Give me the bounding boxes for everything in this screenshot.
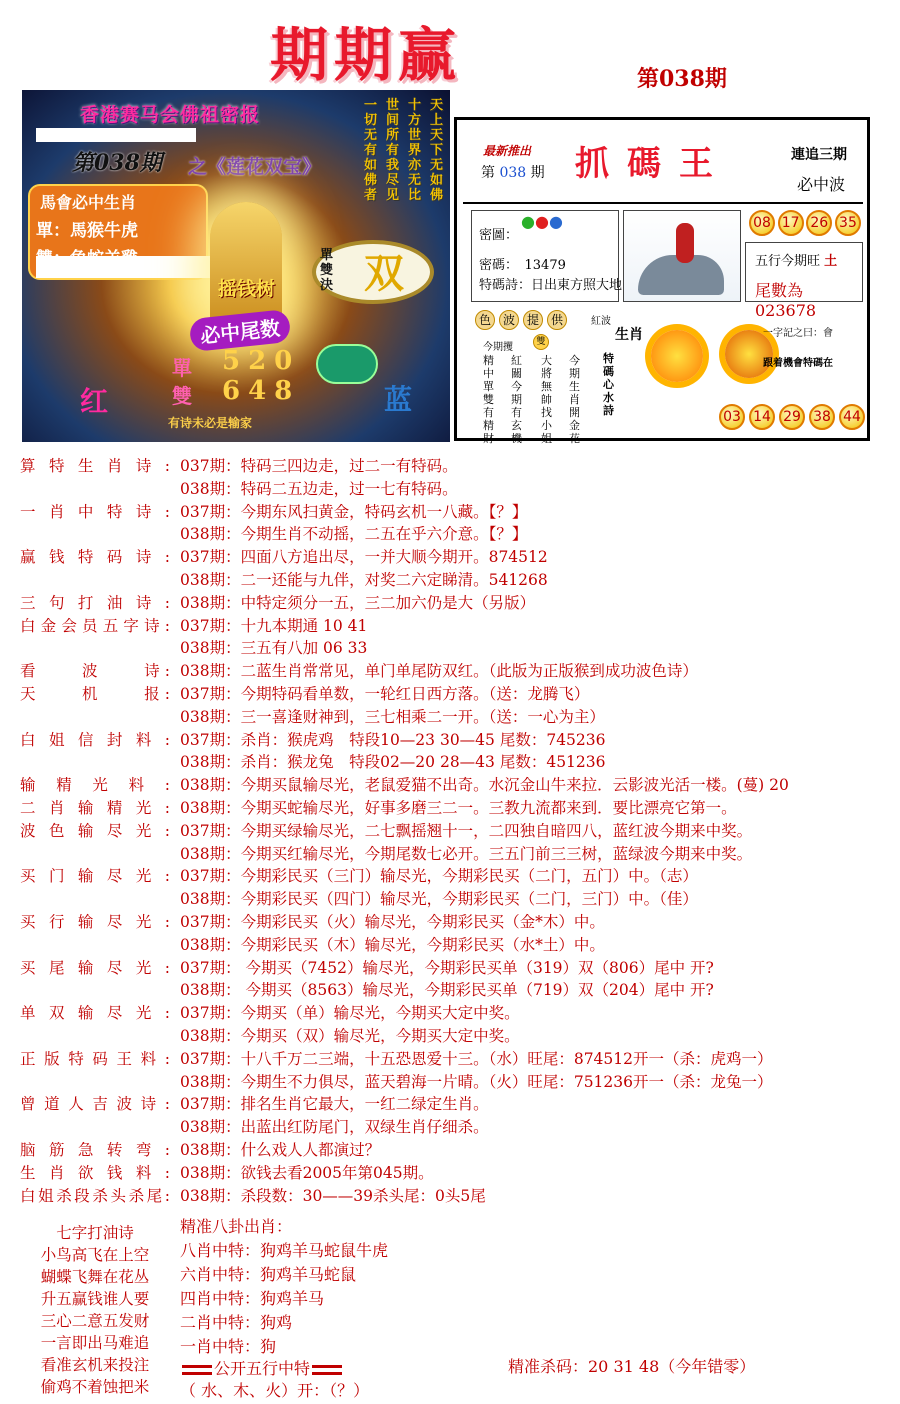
- poem-col-3: 大將無帥找小姐: [541, 354, 552, 445]
- dan-label: 單: [172, 356, 192, 380]
- row-text: 038期：今期买（双）输尽光，今期买大定中奖。: [180, 1027, 520, 1045]
- row-label: 正版特码王料:: [20, 1049, 170, 1068]
- buddha-picture: [22, 90, 450, 442]
- verse-col-4: 一切无有如佛者: [364, 98, 378, 203]
- top-balls: [749, 210, 861, 236]
- wuxing-open-title: 公开五行中特: [180, 1358, 344, 1380]
- number-ball: 29: [779, 404, 805, 430]
- zodiac-box-dan: 單：馬猴牛虎: [36, 221, 138, 241]
- poem-line: 偷鸡不着蚀把米: [40, 1378, 150, 1396]
- row-text: 037期：今期彩民买（火）输尽光，今期彩民买（金*木）中。: [180, 913, 605, 931]
- row-text: 038期：今期买红输尽光，今期尾数七必开。三五门前三三树，蓝绿波今期来中奖。: [180, 844, 753, 863]
- poem-line: 三心二意五发财: [40, 1312, 150, 1330]
- row-label: 生肖欲钱料:: [20, 1163, 170, 1182]
- number-ball: 26: [806, 210, 832, 236]
- picture-header: 香港赛马会佛祖密报: [80, 104, 261, 126]
- streak-label: 連追三期: [791, 147, 847, 163]
- money-tree-label: 摇钱树: [218, 278, 276, 300]
- red-label: 红: [80, 385, 109, 418]
- row-label: 买行输尽光:: [20, 913, 170, 931]
- white-bar: [36, 128, 196, 142]
- row-text: 038期：出蓝出红防尾门，双绿生肖仔细杀。: [180, 1118, 489, 1137]
- row-label: 波色输尽光:: [20, 821, 170, 840]
- row-text: 037期：特码三四边走，过二一有特码。: [180, 457, 458, 475]
- verse-col-2: 十方世界亦无比: [408, 98, 422, 203]
- row-label: 看 波 诗:: [20, 662, 170, 681]
- verse-col-3: 世间所有我尽见: [386, 98, 400, 203]
- row-label: 单双输尽光:: [20, 1004, 170, 1023]
- poem-line: 一言即出马难追: [40, 1334, 150, 1352]
- seal-icon: [316, 344, 378, 384]
- row-label: 算特生肖诗:: [20, 457, 170, 475]
- row-text: 038期：今期生肖不动摇，二五在乎六介意。【？】: [180, 525, 528, 544]
- rbox-title: 抓碼王: [575, 144, 731, 184]
- bagua-line: 六肖中特：狗鸡羊马蛇鼠: [180, 1265, 357, 1284]
- wuxing-line: 五行今期旺 土: [755, 254, 838, 269]
- blue-label: 蓝: [384, 383, 413, 416]
- row-text: 037期：十八千万二三端，十五恐恩爱十三。（水）旺尾：874512开一（杀：虎鸡一）: [180, 1049, 773, 1068]
- lotus-label: 必中尾数: [189, 309, 292, 352]
- number-ball: 38: [809, 404, 835, 430]
- row-text: 038期：今期买鼠输尽光，老鼠爱猫不出奇。水沉金山牛来拉．云影波光活一楼。(蔓) 20: [180, 776, 789, 795]
- zodiac-label: 生肖: [615, 327, 643, 343]
- row-text: 038期：今期生不力俱尽，蓝天碧海一片晴。（火）旺尾：751236开一（杀：龙兔一）: [180, 1072, 773, 1091]
- wuxing-open-line: （ 水、木、火）开：（？）: [180, 1381, 370, 1400]
- row-label: 二肖输精光:: [20, 799, 170, 817]
- row-text: 037期：今期买绿输尽光，二七飘摇翘十一，二四独自暗四八，蓝红波今期来中奖。: [180, 821, 753, 840]
- follow-chance-label: 跟着機會特碼在: [763, 358, 833, 369]
- warrior-shape: [676, 223, 694, 263]
- tema-poem: 特碼詩：日出東方照大地: [479, 278, 623, 293]
- row-text: 037期：今期买（单）输尽光，今期买大定中奖。: [180, 1004, 520, 1023]
- row-label: 一肖中特诗:: [20, 502, 170, 521]
- issue-number: 第038期: [637, 66, 727, 92]
- number-ball: 44: [839, 404, 865, 430]
- row-text: 038期：杀段数：30——39杀头尾：0头5尾: [180, 1186, 486, 1205]
- number-ball: 14: [749, 404, 775, 430]
- color-wave-row: [475, 310, 567, 330]
- row-text: 037期：今期特码看单数，一轮红日西方落。（送：龙腾飞）: [180, 685, 590, 703]
- row-label: 天 机 报:: [20, 685, 170, 703]
- dots-icon: ●●●: [521, 212, 563, 231]
- bagua-line: 八肖中特：狗鸡羊马蛇鼠牛虎: [180, 1241, 389, 1260]
- sebo-char: 色: [475, 310, 495, 330]
- zodiac-box-title: 馬會必中生肖: [40, 193, 137, 212]
- row-text: 038期：中特定须分一五，三二加六仍是大（另版）: [180, 593, 536, 612]
- must-wave-label: 必中波: [797, 175, 846, 194]
- sun-icon: [651, 330, 703, 382]
- row-text: 037期：杀肖：猴虎鸡 特段10—23 30—45 尾数：745236: [180, 730, 606, 749]
- row-text: 037期：四面八方追出尽，一并大顺今期开。874512: [180, 548, 548, 567]
- row-text: 038期：什么戏人人都演过？: [180, 1141, 381, 1159]
- mima-label: 密碼： 13479: [479, 258, 566, 273]
- warrior-picture: [623, 210, 741, 302]
- row-label: 输精光料:: [20, 776, 170, 795]
- row-text: 038期：欲钱去看2005年第045期。: [180, 1163, 434, 1182]
- number-ball: 03: [719, 404, 745, 430]
- row-text: 037期：今期东风扫黄金，特码玄机一八藏。【？】: [180, 502, 528, 521]
- shuang-label: 雙: [172, 384, 192, 408]
- poem-line: 七字打油诗: [56, 1224, 134, 1242]
- row-text: 038期：三一喜逢财神到，三七相乘二一开。（送：一心为主）: [180, 707, 605, 726]
- bagua-title: 精准八卦出肖：: [180, 1217, 293, 1236]
- brand-title: 期期赢: [270, 21, 463, 89]
- poem-col-4: 今期生肖開金花: [569, 354, 580, 445]
- bar-icon: [312, 1365, 342, 1375]
- picture-footer: 有诗未必是输家: [168, 416, 253, 430]
- row-text: 038期：杀肖：猴龙兔 特段02—20 28—43 尾数：451236: [180, 753, 606, 772]
- row-label: 白金会员五字诗:: [20, 616, 170, 635]
- doggerel-poem: [20, 1222, 170, 1398]
- row-text: 038期：今期彩民买（四门）输尽光，今期彩民买（二门，三门）中。（佳）: [180, 890, 698, 909]
- bagua-line: 四肖中特：狗鸡羊马: [180, 1289, 325, 1308]
- row-text: 038期： 今期买（8563）输尽光，今期彩民买单（719）双（204）尾中 开?: [180, 981, 714, 1000]
- row-text: 038期：今期买蛇输尽光，好事多磨三二一。三教九流都来到．要比漂亮它第一。: [180, 799, 737, 817]
- white-bar: [36, 256, 216, 278]
- picture-issue: 第038期: [72, 150, 162, 176]
- mitu-label: 密圖：: [479, 228, 519, 243]
- row-text: 038期：二蓝生肖常常见，单门单尾防双红。（此版为正版猴到成功波色诗）: [180, 662, 698, 681]
- row-text: 038期：二一还能与九伴，对奖二六定睇清。541268: [180, 571, 548, 589]
- poem-col-2: 紅關今期有玄機: [511, 354, 522, 445]
- shuang-tag: 雙: [533, 334, 549, 350]
- tail-line: 尾數為 023678: [755, 281, 817, 320]
- row-text: 037期：今期彩民买（三门）输尽光，今期彩民买（二门，五门）中。（志）: [180, 867, 698, 886]
- row-label: 赢钱特码诗:: [20, 548, 170, 567]
- poem-line: 看准玄机来投注: [40, 1356, 150, 1374]
- row-text: 037期： 今期买（7452）输尽光，今期彩民买单（319）双（806）尾中 开?: [180, 958, 714, 977]
- row-label: 脑筋急转弯:: [20, 1141, 170, 1159]
- picture-subtitle: 之《莲花双宝》: [188, 156, 322, 178]
- number-ball: 17: [778, 210, 804, 236]
- catch-code-panel: [454, 117, 870, 445]
- row-text: 038期：今期彩民买（木）输尽光，今期彩民买（水*土）中。: [180, 935, 605, 954]
- row-label: 三句打油诗:: [20, 593, 170, 612]
- odd-even-small: 單雙決: [320, 248, 334, 293]
- verse-col-1: 天上天下无如佛: [430, 98, 444, 203]
- kill-code-line: 精准杀码：20 31 48（今年错零）: [508, 1357, 756, 1376]
- dan-numbers: 520: [222, 346, 301, 376]
- poem-col-1: 精中單雙有精財: [483, 354, 494, 445]
- heart-poem-col: 特碼心水詩: [603, 352, 614, 417]
- row-text: 038期：特码二五边走，过一七有特码。: [180, 479, 458, 498]
- bagua-line: 一肖中特：狗: [180, 1337, 277, 1356]
- sebo-char: 供: [547, 310, 567, 330]
- divider: [463, 202, 863, 204]
- poem-line: 小鸟高飞在上空: [40, 1246, 150, 1264]
- poem-line: 蝴蝶飞舞在花丛: [40, 1268, 150, 1286]
- number-ball: 08: [749, 210, 775, 236]
- sebo-char: 提: [523, 310, 543, 330]
- row-label: 买门输尽光:: [20, 867, 170, 886]
- jinqi-label: 今期攫: [483, 342, 513, 353]
- row-label: 曾道人吉波诗:: [20, 1095, 170, 1114]
- row-text: 037期：排名生肖它最大，一红二绿定生肖。: [180, 1095, 489, 1114]
- newly-label: 最新推出: [483, 144, 532, 158]
- shuang-numbers: 648: [222, 376, 301, 406]
- red-wave-label: 紅波: [591, 316, 611, 327]
- odd-even-big: 双: [364, 250, 404, 297]
- bottom-balls: [719, 404, 865, 430]
- row-text: 038期：三五有八加 06 33: [180, 639, 368, 658]
- poem-line: 升五赢钱谁人要: [40, 1290, 150, 1308]
- row-label: 买尾输尽光:: [20, 958, 170, 977]
- bar-icon: [182, 1365, 212, 1375]
- one-word-label: 一字記之曰：會: [763, 328, 833, 339]
- row-text: 037期：十九本期通 10 41: [180, 616, 368, 635]
- row-label: 白姐信封料:: [20, 730, 170, 749]
- number-ball: 35: [835, 210, 861, 236]
- bagua-line: 二肖中特：狗鸡: [180, 1313, 293, 1332]
- row-label: 白姐杀段杀头杀尾:: [20, 1186, 170, 1205]
- sebo-char: 波: [499, 310, 519, 330]
- rbox-issue: 第 038 期: [481, 165, 545, 181]
